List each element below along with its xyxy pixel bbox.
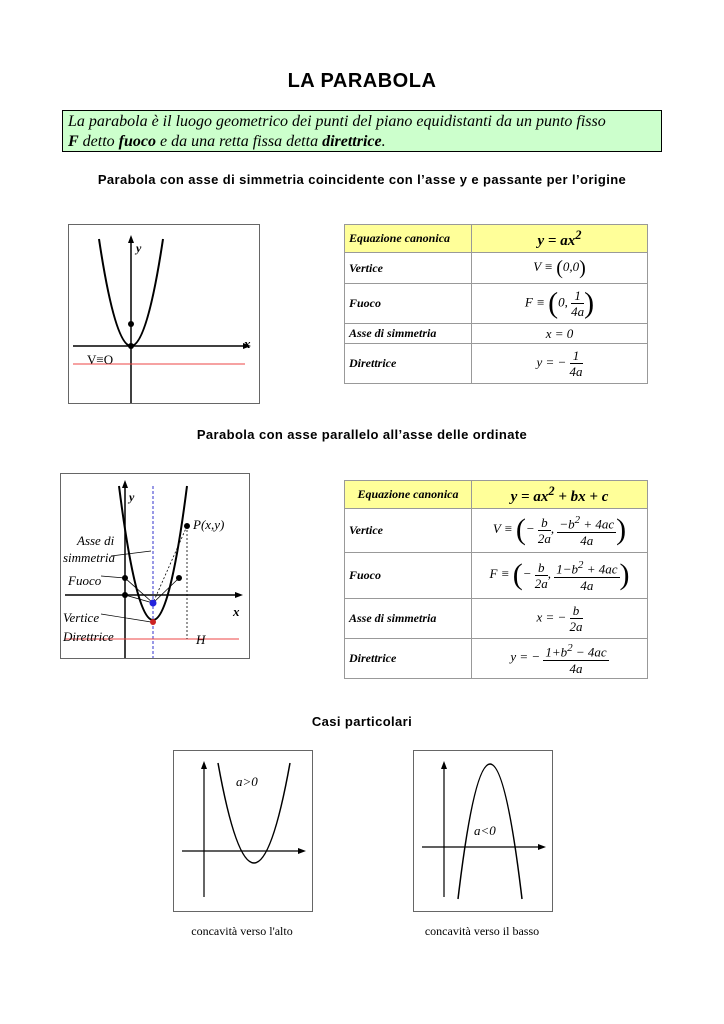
table1-label-fuoco: Fuoco [345, 284, 472, 324]
table2-header-row [345, 481, 648, 509]
direttrice-label: Direttrice [63, 629, 114, 644]
y-axis-arrow [201, 761, 207, 769]
table1-row-asse [345, 324, 648, 344]
focus-point [150, 600, 157, 607]
point-left-1 [122, 575, 128, 581]
vertice-label: Vertice [63, 610, 100, 625]
leader-vertice [101, 614, 151, 622]
point-p [184, 523, 190, 529]
table2-row-direttrice [345, 639, 648, 679]
section2-heading: Parabola con asse parallelo all’asse delle ordinate [196, 427, 528, 442]
table1-value-direttrice: y = − $\frac{1}{4a}$ [472, 344, 648, 384]
h-label: H [196, 632, 206, 647]
y-axis-arrow [122, 480, 128, 488]
table1-value-vertice: V ≡ (0,0) [472, 253, 648, 284]
table2-label-vertice: Vertice [345, 509, 472, 553]
y-label: y [129, 490, 135, 504]
table2-value-asse: x = − $\frac{b}{2a}$ [472, 599, 648, 639]
table1-label-vertice: Vertice [345, 253, 472, 284]
pf-segment [153, 526, 187, 603]
definition-f: F [68, 133, 79, 150]
figure-case-up [173, 750, 313, 912]
table2-label-fuoco: Fuoco [345, 553, 472, 599]
x-axis-arrow [538, 844, 546, 850]
table1-header-label: Equazione canonica [345, 225, 472, 253]
table1-value-fuoco: F ≡ (0, $\frac{1}{4a}$ ) [472, 284, 648, 324]
formula-table-1 [344, 224, 648, 384]
leader-fuoco [101, 576, 125, 578]
page-title: LA PARABOLA [287, 70, 437, 92]
vertex-label: V≡O [87, 352, 114, 367]
figure-case-down [413, 750, 553, 912]
definition-line1: La parabola è il luogo geometrico dei punti del piano equidistanti da un punto fisso [68, 113, 606, 130]
case-down-label: a<0 [474, 823, 496, 838]
table2-label-direttrice: Direttrice [345, 639, 472, 679]
focus-point [128, 321, 134, 327]
y-axis-arrow [441, 761, 447, 769]
vertex-point [150, 619, 156, 625]
table1-value-asse: x = 0 [472, 324, 648, 344]
table1-label-asse: Asse di simmetria [345, 324, 472, 344]
x-label: x [233, 604, 240, 619]
table2-row-vertice [345, 509, 648, 553]
section3-heading: Casi particolari [311, 714, 413, 729]
fuoco-label: Fuoco [68, 573, 102, 588]
table2-header-value: $y = ax^2$ + bx + c [472, 481, 648, 509]
section1-heading: Parabola con asse di simmetria coincidente con l’asse y e passante per l’origine [97, 172, 627, 187]
point-left-2 [122, 592, 128, 598]
asse-label: Asse di [77, 533, 115, 548]
table1-label-direttrice: Direttrice [345, 344, 472, 384]
table2-row-asse [345, 599, 648, 639]
table1-row-fuoco [345, 284, 648, 324]
definition-direttrice: direttrice [322, 133, 382, 150]
leader-asse [111, 551, 151, 556]
table1-row-vertice [345, 253, 648, 284]
table2-value-direttrice: y = − $\frac{1+b^2 - 4ac}{4a}$ [472, 639, 648, 679]
figure-parabola-origin [68, 224, 260, 404]
definition-end: . [381, 133, 386, 150]
y-axis-arrow [128, 235, 134, 243]
y-label: y [136, 241, 142, 255]
table1-header-value: $y = ax^2$ [472, 225, 648, 253]
table1-row-direttrice [345, 344, 648, 384]
table2-row-fuoco [345, 553, 648, 599]
table1-header-row [345, 225, 648, 253]
table2-value-fuoco: F ≡ (− $\frac{b}{2a}$ , $\frac{1-b^2 + 4ac}{4a}$ ) [472, 553, 648, 599]
case-up-label: a>0 [236, 774, 258, 789]
x-axis-arrow [235, 592, 243, 598]
formula-table-2 [344, 480, 648, 679]
table2-value-vertice: V ≡ (− $\frac{b}{2a}$ , $\frac{-b^2 + 4ac}{4a}$ ) [472, 509, 648, 553]
definition-fuoco: fuoco [118, 133, 156, 150]
figure-parabola-general [60, 473, 250, 659]
simmetria-label: simmetria [63, 550, 115, 565]
vertex-point [128, 343, 134, 349]
point-right-1 [176, 575, 182, 581]
definition-box [62, 110, 662, 152]
definition-mid: e da una retta fissa detta [156, 133, 323, 150]
case-up-caption: concavità verso l'alto [191, 924, 293, 938]
x-axis-arrow [298, 848, 306, 854]
point-label: P(x,y) [193, 517, 225, 532]
case-down-caption: concavità verso il basso [424, 924, 540, 938]
x-label: x [244, 336, 251, 351]
table2-header-label: Equazione canonica [345, 481, 472, 509]
table2-label-asse: Asse di simmetria [345, 599, 472, 639]
definition-detto: detto [78, 133, 119, 150]
